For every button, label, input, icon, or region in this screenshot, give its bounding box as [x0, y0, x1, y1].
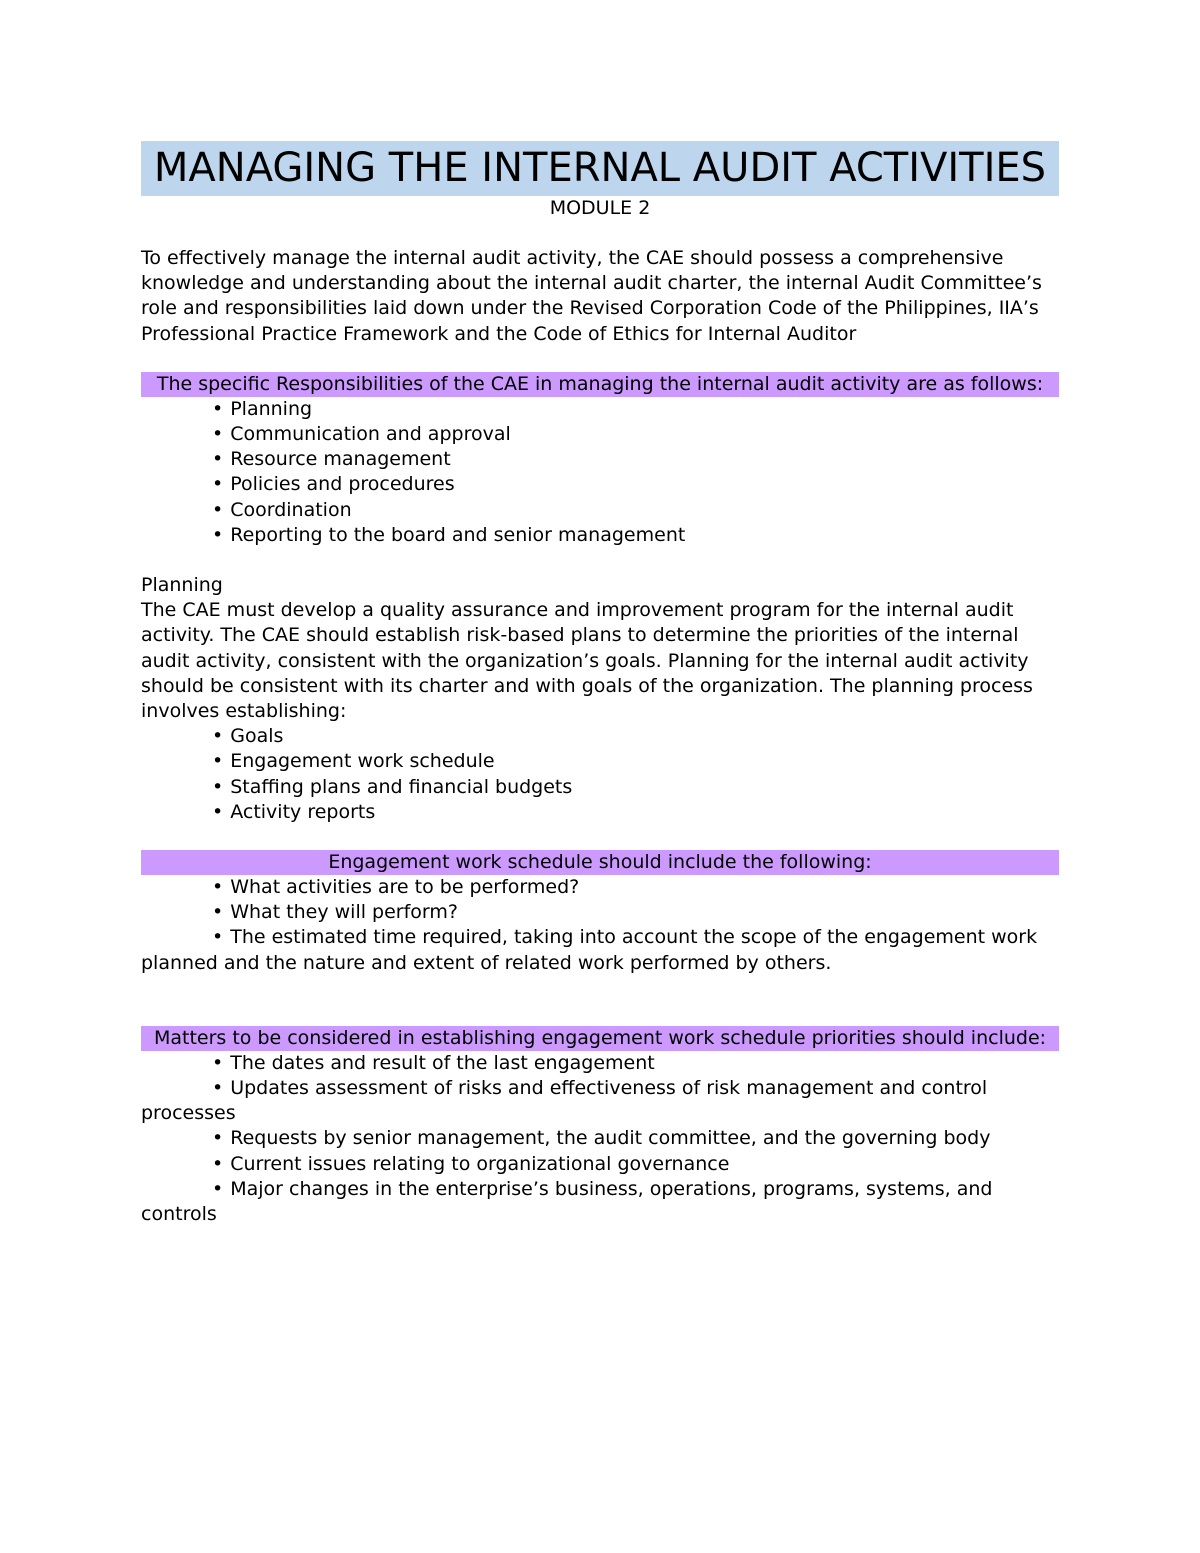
list-item: • Current issues relating to organizational governance [141, 1152, 1059, 1177]
module-label: MODULE 2 [549, 197, 651, 219]
list-item: • Planning [212, 397, 1059, 422]
planning-paragraph: The CAE must develop a quality assurance and improvement program for the internal audit activity. The CAE should establish risk-based plans to determine the priorities of the internal audit activity, consistent with the organization’s goals. Planning for the internal audit activity should be consistent with its charter and with goals of the organization. The planning process involves establishing: [141, 599, 1033, 723]
document-title-text: MANAGING THE INTERNAL AUDIT ACTIVITIES [153, 145, 1047, 191]
list-item: • Resource management [212, 447, 1059, 472]
document-page [141, 141, 1059, 1227]
list-item: • Coordination [212, 498, 1059, 523]
list-item: • Engagement work schedule [212, 749, 1059, 774]
list-item: • Communication and approval [212, 422, 1059, 447]
list-item: • Requests by senior management, the audit committee, and the governing body [141, 1126, 1059, 1151]
list-item: • What activities are to be performed? [141, 875, 1059, 900]
priorities-heading: Matters to be considered in establishing engagement work schedule priorities should include: [141, 1026, 1059, 1051]
list-item: • Policies and procedures [212, 472, 1059, 497]
schedule-heading: Engagement work schedule should include the following: [141, 850, 1059, 875]
list-item: • Activity reports [212, 800, 1059, 825]
list-item: • Goals [212, 724, 1059, 749]
list-item: • The estimated time required, taking into account the scope of the engagement work planned and the nature and extent of related work performed by others. [141, 925, 1059, 975]
intro-paragraph: To effectively manage the internal audit activity, the CAE should possess a comprehensive knowledge and understanding about the internal audit charter, the internal Audit Committee’s role and responsibilities laid down under the Revised Corporation Code of the Philippines, IIA’s Professional Practice Framework and the Code of Ethics for Internal Auditor [141, 247, 1042, 345]
list-item: • The dates and result of the last engagement [141, 1051, 1059, 1076]
planning-list [141, 724, 1059, 825]
list-item: • Staffing plans and financial budgets [212, 775, 1059, 800]
planning-heading: Planning [141, 574, 223, 597]
responsibilities-heading: The specific Responsibilities of the CAE in managing the internal audit activity are as follows: [141, 372, 1059, 397]
document-title [141, 141, 1059, 196]
list-item: • Major changes in the enterprise’s business, operations, programs, systems, and controls [141, 1177, 1059, 1227]
list-item: • Reporting to the board and senior management [212, 523, 1059, 548]
list-item: • What they will perform? [141, 900, 1059, 925]
list-item: • Updates assessment of risks and effectiveness of risk management and control processes [141, 1076, 1059, 1126]
responsibilities-list [141, 397, 1059, 548]
